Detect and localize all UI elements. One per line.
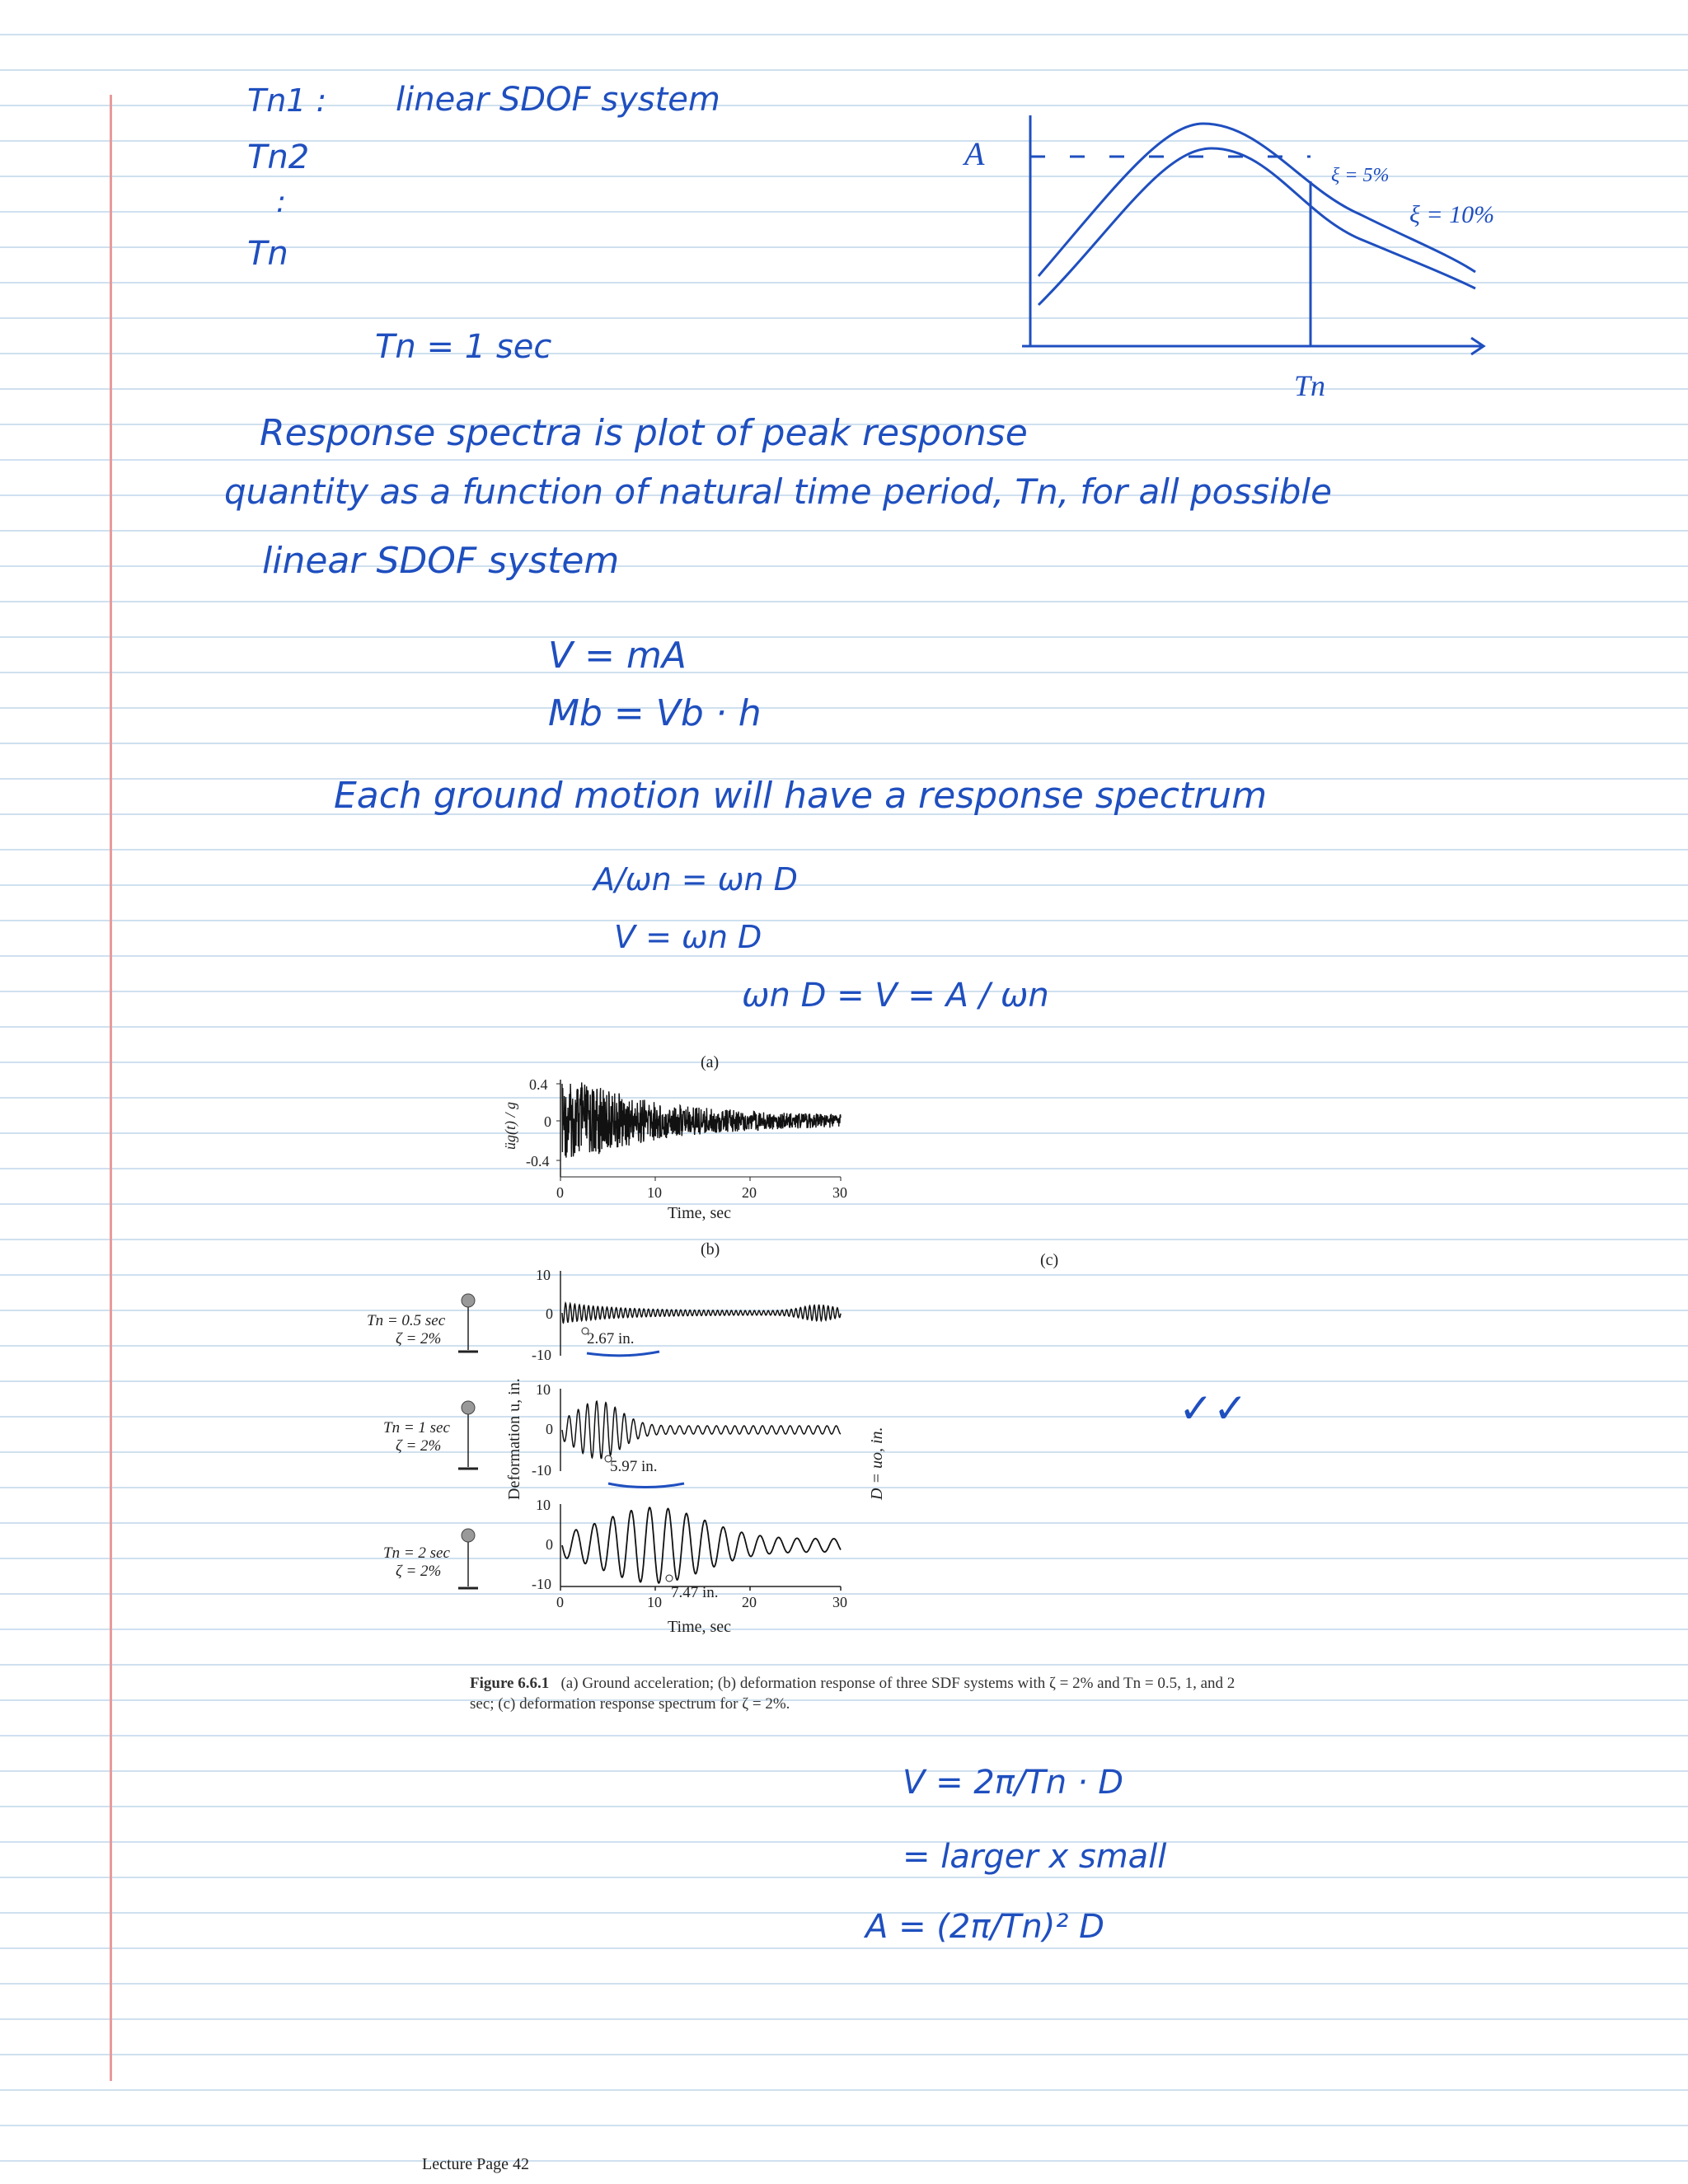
note-eq-a-2pi: A = (2π/Tn)² D [865,1908,1104,1946]
panel-a-xtick-2: 20 [742,1184,757,1201]
system-3-zeta: ζ = 2% [396,1563,442,1580]
note-linear-sdof: linear SDOF system [396,81,720,119]
note-larger-small: = larger x small [903,1838,1167,1876]
panel-a-ytick-1: 0 [544,1113,551,1130]
sketch-label-10pct: ξ = 10% [1409,201,1495,228]
note-eq-v-wnd: V = ωn D [614,919,762,955]
system-1-tn: Tn = 0.5 sec [367,1312,446,1329]
system-2-mass [462,1401,475,1414]
system-row-3 [383,1529,478,1588]
system-3-tn: Tn = 2 sec [383,1544,450,1562]
panel-b-xlabel: Time, sec [668,1618,732,1636]
figure-caption [470,1673,1245,1714]
panel-b-xtick-1: 10 [647,1594,662,1610]
panel-b-label: (b) [701,1240,720,1258]
panel-b-xtick-2: 20 [742,1594,757,1610]
system-row-1 [367,1294,478,1352]
system-1-zeta: ζ = 2% [396,1330,442,1347]
caption-text: (a) Ground acceleration; (b) deformation response of three SDF systems with ζ = 2% and Tn = 0.5, 1, and 2 sec; (c) deformation response spectrum for ζ = 2%. [470,1675,1236,1713]
note-eq-v-ma: V = mA [548,635,687,677]
row1-ytick-mid: 0 [546,1305,553,1322]
row2-ytick-bot: -10 [532,1462,551,1479]
system-row-2 [383,1401,478,1469]
panel-a-xtick-1: 10 [647,1184,662,1201]
caption-bold: Figure 6.6.1 [470,1675,550,1692]
system-1-mass [462,1294,475,1307]
system-3-mass [462,1529,475,1542]
system-2-zeta: ζ = 2% [396,1437,442,1455]
panel-c-ylabel: D = uo, in. [868,1427,886,1500]
sketch-xlabel: Tn [1294,369,1326,402]
note-definition-3: linear SDOF system [262,540,620,582]
row1-ytick-top: 10 [536,1267,551,1283]
system-2-tn: Tn = 1 sec [383,1419,450,1436]
panel-a-label: (a) [701,1053,720,1071]
deformation-trace-tn-1 [562,1401,841,1458]
panel-a-ytick-2: -0.4 [526,1153,550,1169]
panel-c-label: (c) [1040,1251,1059,1269]
panel-b-xtick-3: 30 [832,1594,847,1610]
row2-ytick-top: 10 [536,1381,551,1398]
note-tn: Tn [247,235,288,273]
note-eq-wnd-v: ωn D = V = A / ωn [742,977,1049,1015]
sketch-ylabel: A [964,135,985,172]
ground-acceleration-trace [562,1082,841,1157]
panel-b-xtick-0: 0 [556,1594,564,1610]
row3-ytick-bot: -10 [532,1576,551,1592]
row3-ytick-top: 10 [536,1497,551,1513]
note-tn-equals-1: Tn = 1 sec [375,328,552,366]
textbook-figure [346,1038,1269,1681]
row3-ytick-mid: 0 [546,1536,553,1553]
panel-a-xlabel: Time, sec [668,1204,732,1222]
peak-label-3: 7.47 in. [671,1584,719,1601]
margin-line [110,95,112,2081]
deformation-trace-tn-0.5 [562,1303,841,1323]
panel-b-ylabel: Deformation u, in. [505,1378,523,1500]
note-each-ground-motion: Each ground motion will have a response spectrum [334,775,1268,817]
sketch-label-5pct: ξ = 5% [1331,165,1390,186]
note-eq-v-2pi: V = 2π/Tn · D [903,1764,1124,1802]
panel-a-xtick-3: 30 [832,1184,847,1201]
check-mark: ✓✓ [1179,1385,1248,1432]
deformation-trace-tn-2 [562,1507,841,1583]
panel-a-xtick-0: 0 [556,1184,564,1201]
note-definition-2: quantity as a function of natural time period, Tn, for all possible [224,471,1332,512]
note-definition-1: Response spectra is plot of peak response [260,412,1028,454]
note-tn2: Tn2 [247,138,310,176]
note-eq-a-wn: A/ωn = ωn D [593,861,798,898]
peak-label-2: 5.97 in. [610,1458,658,1475]
row1-ytick-bot: -10 [532,1347,551,1363]
spectrum-sketch [948,91,1525,412]
note-dots: : [276,185,287,219]
peak-label-1: 2.67 in. [587,1330,635,1347]
note-tn1: Tn1 : [247,82,327,119]
note-eq-mb: Mb = Vb · h [548,692,762,734]
panel-a-ytick-0: 0.4 [529,1076,548,1093]
sketch-curve-5pct [1039,124,1475,276]
peak-marker-3 [666,1575,673,1582]
page-footer: Lecture Page 42 [422,2155,529,2173]
panel-a-ylabel: üg(t) / g [502,1102,518,1150]
row2-ytick-mid: 0 [546,1421,553,1437]
